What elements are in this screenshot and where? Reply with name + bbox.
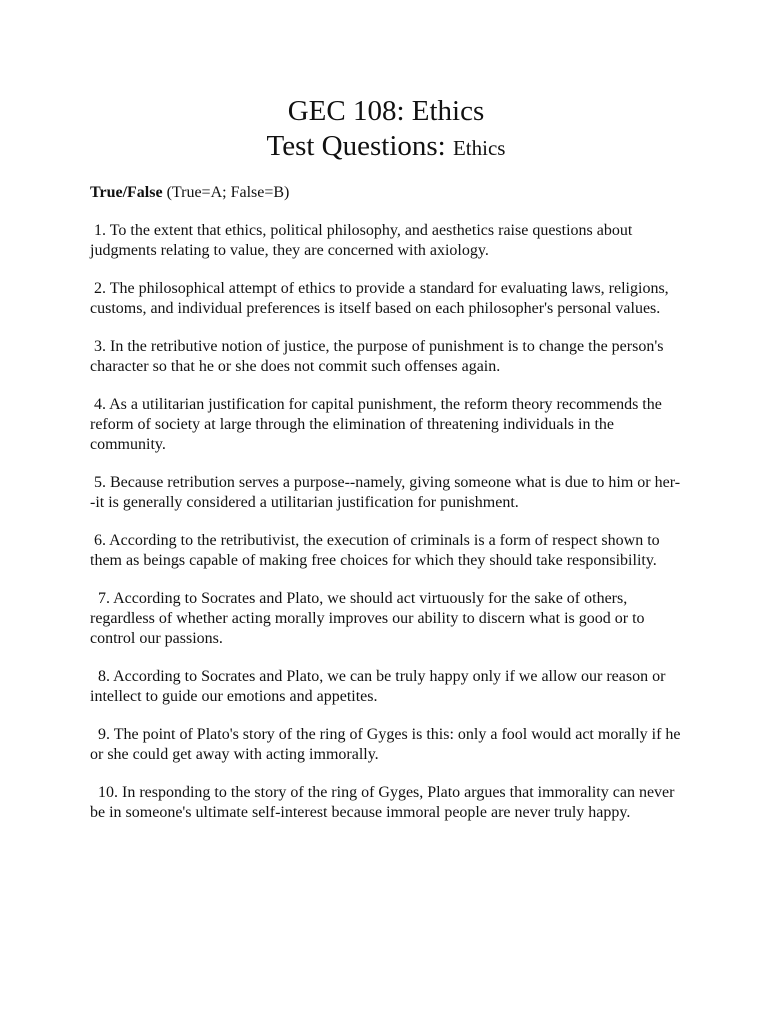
section-heading-label: True/False: [90, 184, 163, 201]
question-4: 4. As a utilitarian justification for capital punishment, the reform theory recommends the reform of society at large through the elimination of threatening individuals in the community.: [90, 396, 666, 453]
subtitle-topic: Ethics: [452, 136, 506, 160]
document-page: [90, 94, 685, 842]
answer-key: (True=A; False=B): [162, 184, 290, 201]
document-title: [90, 94, 682, 166]
question-9: 9. The point of Plato's story of the ring of Gyges is this: only a fool would act morally if he or she could get away with acting immorally.: [90, 726, 685, 764]
question-1: 1. To the extent that ethics, political philosophy, and aesthetics raise questions about judgments relating to value, they are concerned with axiology.: [90, 222, 637, 259]
question-8: 8. According to Socrates and Plato, we can be truly happy only if we allow our reason or intellect to guide our emotions and appetites.: [90, 668, 670, 706]
question-6: 6. According to the retributivist, the execution of criminals is a form of respect shown to them as beings capable of making free choices for which they should take responsibility.: [90, 532, 664, 570]
question-7: 7. According to Socrates and Plato, we should act virtuously for the sake of others, regardless of whether acting morally improves our ability to discern what is good or to control our passions.: [90, 590, 649, 647]
section-heading: [90, 183, 682, 203]
question-2: 2. The philosophical attempt of ethics to provide a standard for evaluating laws, religions, customs, and individual preferences is itself based on each philosopher's personal values.: [90, 280, 673, 317]
question-3: 3. In the retributive notion of justice, the purpose of punishment is to change the person's character so that he or she does not commit such offenses again.: [90, 338, 668, 375]
test-subtitle: [90, 129, 682, 166]
question-10: 10. In responding to the story of the ring of Gyges, Plato argues that immorality can never be in someone's ultimate self-interest because immoral people are never truly happy.: [90, 784, 679, 822]
subtitle-main: Test Questions:: [266, 130, 453, 162]
course-title: GEC 108: Ethics: [287, 95, 485, 127]
question-5: 5. Because retribution serves a purpose--namely, giving someone what is due to him or her--it is generally considered a utilitarian justification for punishment.: [90, 474, 681, 511]
